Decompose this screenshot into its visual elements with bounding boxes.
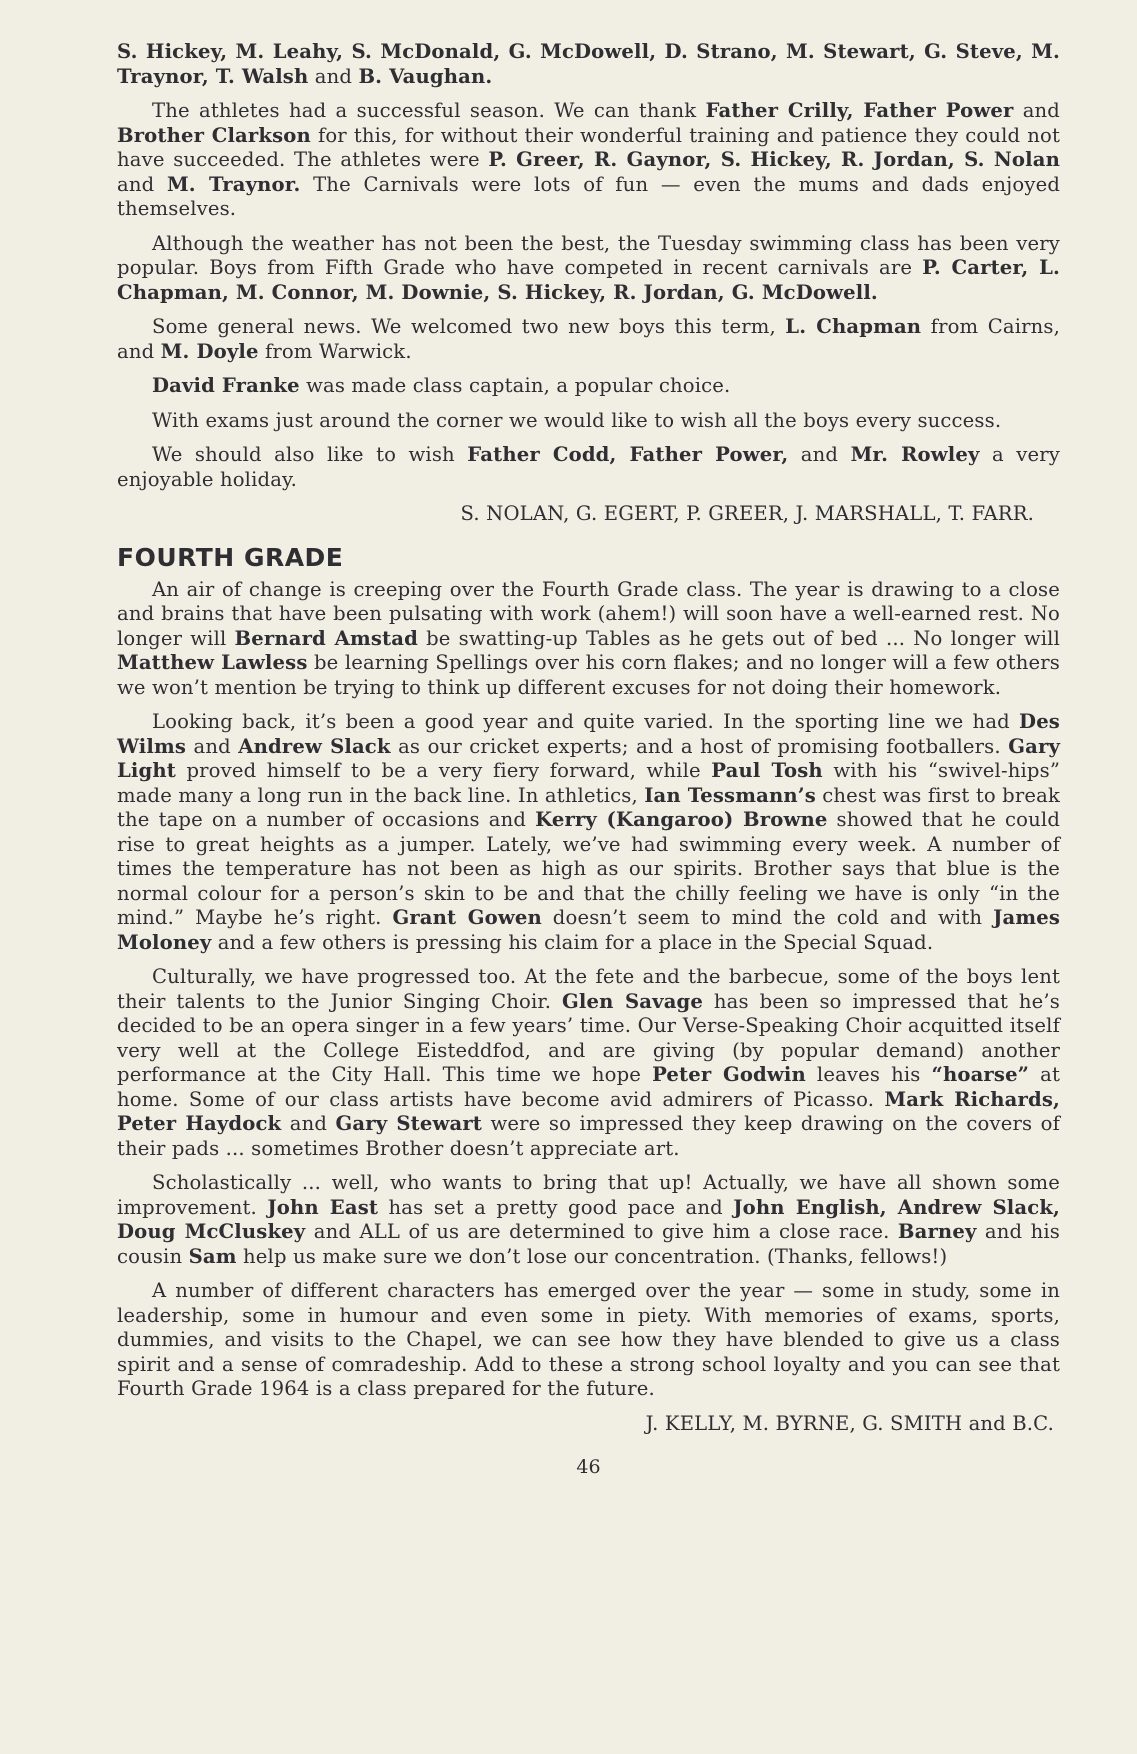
bold-name: Father Crilly, Father Power <box>705 99 1014 122</box>
athletes-paragraph: The athletes had a successful season. We can thank Father Crilly, Father Power and Brother Clarkson for this, for without their wonderful training and patience they could not have succeeded. The athletes were P. Greer, R. Gaynor, S. Hickey, R. Jordan, S. Nolan and M. Traynor. The Carnivals were lots of fun — even the mums and dads enjoyed themselves. <box>117 99 1061 220</box>
bold-name: M. Traynor. <box>166 172 301 196</box>
bold-name: James Moloney <box>117 906 1061 954</box>
scholastic-paragraph: Scholastically ... well, who wants to bring that up! Actually, we have all shown some improvement. John East has set a pretty good pace and John English, Andrew Slack, Doug McCluskey and ALL of us are determined to give him a close race. Barney and his cousin Sam help us make sure we don’t lose our concentration. (Thanks, fellows!) <box>117 1171 1061 1268</box>
bold-name: Grant Gowen <box>392 906 542 929</box>
characters-paragraph: A number of different characters has emerged over the year — some in study, some in leadership, some in humour and even some in piety. With memories of exams, sports, dummies, and visits to the Chapel, we can see how they have blended to give us a class spirit and a sense of comradeship. Add to these a strong school loyalty and you can see that Fourth Grade 1964 is a class prepared for the future. <box>117 1279 1060 1400</box>
bold-name: Father Codd, Father Power, <box>467 443 789 466</box>
fourth-grade-heading: FOURTH GRADE <box>117 542 344 572</box>
bold-name: Andrew Slack <box>238 734 391 758</box>
bold-name: M. Doyle <box>160 339 259 363</box>
bold-name: P. Carter, L. Chapman, M. Connor, M. Downie, S. Hickey, R. Jordan, G. McDowell. <box>117 256 1060 304</box>
fourth-grade-signature: J. KELLY, M. BYRNE, G. SMITH and B.C. <box>645 1411 1054 1435</box>
bold-name: David Franke <box>152 374 300 397</box>
bold-name: Ian Tessmann’s <box>644 783 816 807</box>
fifth-grade-names-paragraph: S. Hickey, M. Leahy, S. McDonald, G. McDowell, D. Strano, M. Stewart, G. Steve, M. Traynor, T. Walsh and B. Vaughan. <box>117 40 1060 88</box>
sporting-paragraph: Looking back, it’s been a good year and quite varied. In the sporting line we had Des Wilms and Andrew Slack as our cricket experts; and a host of promising footballers. Gary Light proved himself to be a very fiery forward, while Paul Tosh with his “swivel-hips” made many a long run in the back line. In athletics, Ian Tessmann’s chest was first to break the tape on a number of occasions and Kerry (Kangaroo) Browne showed that he could rise to great heights as a jumper. Lately, we’ve had swimming every week. A number of times the temperature has not been as high as our spirits. Brother says that blue is the normal colour for a person’s skin to be and that the chilly feeling we have is only “in the mind.” Maybe he’s right. Grant Gowen doesn’t seem to mind the cold and with James Moloney and a few others is pressing his claim for a place in the Special Squad. <box>117 710 1061 954</box>
bold-name: Gary Light <box>117 734 1060 782</box>
page <box>117 40 1060 1730</box>
holiday-wishes-paragraph: We should also like to wish Father Codd, Father Power, and Mr. Rowley a very enjoyable holiday. <box>117 443 1060 491</box>
swimming-paragraph: Although the weather has not been the best, the Tuesday swimming class has been very popular. Boys from Fifth Grade who have competed in recent carnivals are P. Carter, L. Chapman, M. Connor, M. Downie, S. Hickey, R. Jordan, G. McDowell. <box>117 231 1060 304</box>
bold-name: Des Wilms <box>117 710 1060 758</box>
class-captain-paragraph: David Franke was made class captain, a popular choice. <box>152 374 731 397</box>
bold-name: Matthew Lawless <box>117 651 308 674</box>
bold-name: Brother Clarkson <box>117 123 311 147</box>
general-news-paragraph: Some general news. We welcomed two new boys this term, L. Chapman from Cairns, and M. Doyle from Warwick. <box>117 315 1060 363</box>
bold-name: Mark Richards, Peter Haydock <box>117 1087 1060 1135</box>
bold-name: Glen Savage <box>562 989 704 1013</box>
bold-name: B. Vaughan. <box>358 64 493 88</box>
bold-name: Barney <box>897 1220 977 1243</box>
page-number: 46 <box>576 1456 601 1478</box>
bold-name: John East <box>267 1195 379 1219</box>
bold-name: Kerry (Kangaroo) Browne <box>535 808 828 831</box>
bold-name: P. Greer, R. Gaynor, S. Hickey, R. Jordan, S. Nolan <box>488 148 1060 171</box>
bold-name: Bernard Amstad <box>234 626 418 650</box>
cultural-paragraph: Culturally, we have progressed too. At the fete and the barbecue, some of the boys lent their talents to the Junior Singing Choir. Glen Savage has been so impressed that he’s decided to be an opera singer in a few years’ time. Our Verse-Speaking Choir acquitted itself very well at the College Eisteddfod, and are giving (by popular demand) another performance at the City Hall. This time we hope Peter Godwin leaves his “hoarse” at home. Some of our class artists have become avid admirers of Picasso. Mark Richards, Peter Haydock and Gary Stewart were so impressed they keep drawing on the covers of their pads ... sometimes Brother doesn’t appreciate art. <box>117 965 1060 1160</box>
bold-name: L. Chapman <box>785 315 922 338</box>
bold-name: Paul Tosh <box>711 759 823 782</box>
bold-name: John English, Andrew Slack, Doug McCluskey <box>117 1195 1061 1243</box>
bold-name: Gary Stewart <box>335 1112 482 1135</box>
bold-name: Peter Godwin <box>652 1063 806 1086</box>
bold-name: S. Hickey, M. Leahy, S. McDonald, G. McDowell, D. Strano, M. Stewart, G. Steve, M. Traynor, T. Walsh <box>117 40 1060 88</box>
bold-name: Sam <box>188 1244 237 1268</box>
exams-paragraph: With exams just around the corner we would like to wish all the boys every success. <box>152 408 1002 432</box>
bold-name: Mr. Rowley <box>850 443 980 466</box>
fifth-grade-signature: S. NOLAN, G. EGERT, P. GREER, J. MARSHALL, T. FARR. <box>460 502 1034 525</box>
bold-name: “hoarse” <box>931 1063 1030 1086</box>
fourth-grade-intro-paragraph: An air of change is creeping over the Fourth Grade class. The year is drawing to a close and brains that have been pulsating with work (ahem!) will soon have a well-earned rest. No longer will Bernard Amstad be swatting-up Tables as he gets out of bed ... No longer will Matthew Lawless be learning Spellings over his corn flakes; and no longer will a few others we won’t mention be trying to think up different excuses for not doing their homework. <box>117 577 1061 699</box>
